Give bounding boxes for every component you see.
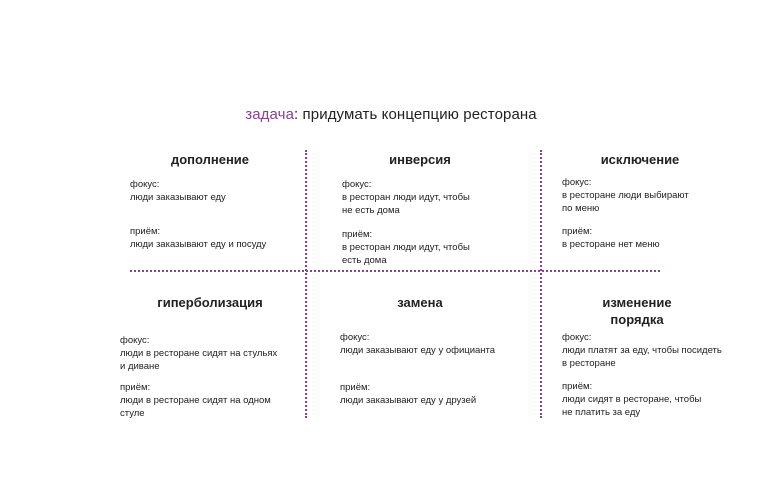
cell-heading-inversion: инверсия: [389, 152, 451, 167]
focus-label: фокус:: [562, 332, 592, 343]
focus-text: люди заказывают еду: [130, 192, 226, 203]
cell-heading-reordering: изменение порядка: [602, 295, 672, 327]
cell-method-exclusion: [562, 225, 752, 251]
cell-focus-hyperbolization: [120, 334, 305, 373]
divider-vertical-right: [540, 150, 542, 418]
cell-method-substitution: [340, 381, 535, 407]
method-label: приём:: [120, 382, 151, 393]
cell-focus-substitution: [340, 331, 535, 357]
divider-horizontal: [130, 270, 660, 272]
method-text: в ресторан люди идут, чтобы есть дома: [342, 242, 470, 266]
focus-label: фокус:: [340, 332, 370, 343]
cell-heading-addition: дополнение: [170, 152, 250, 167]
cell-focus-addition: [130, 178, 300, 204]
focus-label: фокус:: [130, 179, 160, 190]
cell-method-reordering: [562, 380, 762, 419]
method-label: приём:: [562, 381, 593, 392]
method-label: приём:: [342, 229, 373, 240]
focus-text: в ресторан люди идут, чтобы не есть дома: [342, 192, 470, 216]
cell-heading-substitution: замена: [397, 295, 443, 310]
focus-text: люди в ресторане сидят на стульях и диване: [120, 348, 278, 372]
task-title: [0, 106, 782, 123]
method-text: в ресторане нет меню: [562, 239, 660, 250]
cell-heading-hyperbolization: гиперболизация: [157, 295, 263, 310]
cell-focus-exclusion: [562, 176, 752, 215]
task-prefix: задача: [245, 106, 295, 123]
focus-label: фокус:: [120, 335, 150, 346]
cell-method-hyperbolization: [120, 381, 305, 420]
method-label: приём:: [562, 226, 593, 237]
task-text: : придумать концепцию ресторана: [294, 106, 537, 123]
focus-label: фокус:: [342, 179, 372, 190]
cell-focus-inversion: [342, 178, 532, 217]
focus-text: люди заказывают еду у официанта: [340, 345, 496, 356]
cell-focus-reordering: [562, 331, 762, 370]
method-text: люди заказывают еду у друзей: [340, 395, 477, 406]
cell-heading-exclusion: исключение: [600, 152, 680, 167]
method-text: люди сидят в ресторане, чтобы не платить за еду: [562, 394, 702, 418]
method-label: приём:: [340, 382, 371, 393]
cell-method-inversion: [342, 228, 532, 267]
cell-method-addition: [130, 225, 305, 251]
focus-text: люди платят за еду, чтобы посидеть в ресторане: [562, 345, 722, 369]
method-text: люди в ресторане сидят на одном стуле: [120, 395, 271, 419]
divider-vertical-left: [305, 150, 307, 418]
focus-label: фокус:: [562, 177, 592, 188]
method-label: приём:: [130, 226, 161, 237]
method-text: люди заказывают еду и посуду: [130, 239, 267, 250]
focus-text: в ресторане люди выбирают по меню: [562, 190, 689, 214]
